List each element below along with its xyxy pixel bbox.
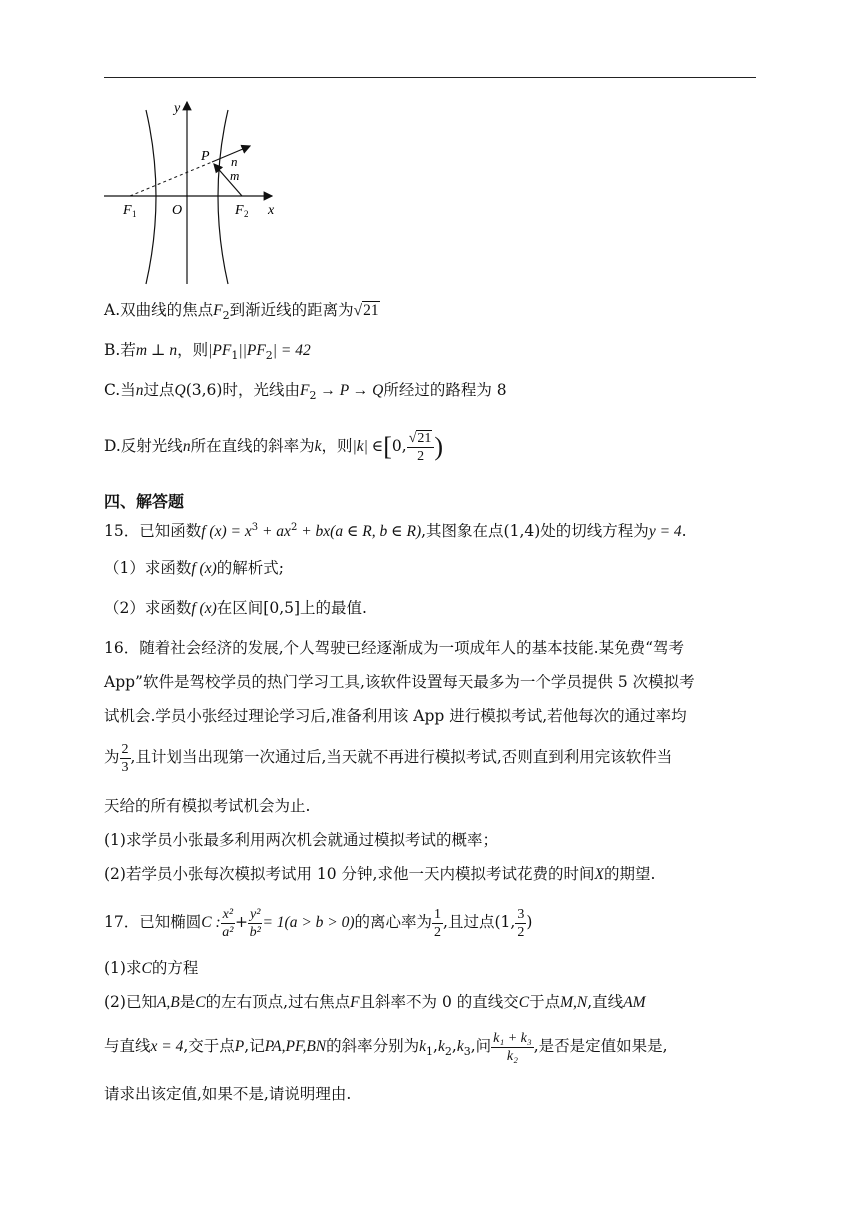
q15-sub2-lead: （2）求函数 bbox=[104, 599, 192, 617]
q17-l2-frac-num: k₁ + k₃ bbox=[493, 1030, 532, 1046]
q17-l2-frac-den: k₂ bbox=[506, 1048, 518, 1064]
q16-line2: App”软件是驾校学员的热门学习工具,该软件设置每天最多为一个学员提供 5 次模拟考 bbox=[104, 673, 695, 691]
label-m: m bbox=[230, 168, 240, 183]
q17-sub2-e: 于点 bbox=[529, 993, 561, 1011]
q17-sub1-c: C bbox=[141, 960, 152, 977]
option-c bbox=[104, 378, 507, 408]
q15-pow2: 2 bbox=[290, 522, 298, 533]
q16-sub2-x: X bbox=[594, 866, 604, 883]
option-a-f: F bbox=[213, 302, 223, 319]
q17-sub2-mn: M,N bbox=[560, 994, 588, 1011]
left-branch bbox=[146, 110, 156, 284]
q15-sub2-interval: [0,5] bbox=[263, 599, 301, 617]
q17-l2-k3s: 3 bbox=[463, 1045, 471, 1059]
label-origin: O bbox=[172, 203, 183, 218]
q17-frac-x-den: a² bbox=[222, 924, 234, 940]
label-x: x bbox=[268, 203, 275, 218]
option-c-sub: 2 bbox=[309, 389, 317, 403]
option-a-mid: 到渐近线的距离为 bbox=[229, 301, 354, 319]
q16-line5: 天给的所有模拟考试机会为止. bbox=[104, 797, 311, 815]
q17-lead: 17．已知椭圆 bbox=[104, 913, 202, 931]
q16-fraction bbox=[120, 741, 131, 776]
q15-sub1-func: f (x) bbox=[191, 560, 217, 577]
option-c-point: (3,6) bbox=[185, 381, 223, 399]
q17-pt-frac bbox=[515, 906, 526, 941]
q17-line1 bbox=[104, 900, 532, 945]
q15-sub2-tail: 上的最值. bbox=[300, 599, 367, 617]
q17-sub2-line3: 请求出该定值,如果不是,请说明理由. bbox=[104, 1085, 352, 1103]
q17-l2-d: 的斜率分别为 bbox=[326, 1037, 420, 1055]
option-c-path: F bbox=[299, 382, 310, 399]
q15-mid: ,其图象在点 bbox=[421, 522, 504, 541]
q17-pt-b: ) bbox=[526, 913, 533, 931]
q16-line4-tail: ,且计划当出现第一次通过后,当天就不再进行模拟考试,否则直到利用完该软件当 bbox=[130, 748, 673, 766]
hyperbola-figure bbox=[100, 96, 290, 288]
q17-frac-y-den: b² bbox=[249, 924, 261, 940]
option-d-bracket-left: [ bbox=[383, 432, 392, 461]
option-c-path2: → P → Q bbox=[316, 382, 384, 399]
option-d-frac-den: 2 bbox=[417, 448, 425, 464]
f1-p-dashed bbox=[130, 162, 212, 196]
q15-line1 bbox=[104, 516, 687, 544]
option-b-s1: 1 bbox=[231, 349, 239, 363]
q15-pow3: 3 bbox=[251, 522, 259, 533]
option-a bbox=[104, 298, 380, 328]
option-d-text: D.反射光线 bbox=[104, 437, 183, 455]
q17-ecc-num: 1 bbox=[434, 906, 442, 922]
option-d-zero: 0, bbox=[391, 437, 407, 455]
q17-frac-x bbox=[221, 906, 235, 941]
q16-sub2 bbox=[104, 862, 655, 887]
q17-sub2-b: 是 bbox=[179, 993, 196, 1011]
q15-end: . bbox=[681, 522, 687, 541]
option-b-cond: m ⊥ n bbox=[135, 342, 178, 359]
option-b-text: B.若 bbox=[104, 341, 136, 359]
option-d-frac-num: √21 bbox=[407, 430, 435, 448]
q17-ecc-text: 的离心率为 bbox=[354, 913, 433, 931]
option-b-then: ，则 bbox=[177, 341, 209, 359]
q16-sub2-tail: 的期望. bbox=[603, 865, 656, 883]
section-title: 四、解答题 bbox=[104, 492, 185, 511]
q17-sub1 bbox=[104, 956, 198, 981]
q17-ecc-den: 2 bbox=[434, 924, 442, 940]
option-d-n: n bbox=[182, 438, 191, 455]
q16-line1: 16．随着社会经济的发展,个人驾驶已经逐渐成为一项成年人的基本技能.某免费“驾考 bbox=[104, 639, 685, 657]
q15-tangent-eq: y = 4 bbox=[648, 523, 682, 541]
q15-term3: + bx(a ∈ R, b ∈ R) bbox=[297, 523, 422, 541]
q17-l2-e: ,问 bbox=[470, 1037, 492, 1055]
option-a-sub: 2 bbox=[222, 309, 230, 323]
option-b-expr3: | = 42 bbox=[272, 342, 311, 359]
option-d-fraction bbox=[407, 430, 435, 465]
q17-sub2-d: 且斜率不为 0 的直线交 bbox=[359, 993, 519, 1011]
q17-frac-y-num: y² bbox=[250, 906, 261, 922]
right-branch bbox=[218, 110, 228, 284]
q17-sub2-a: (2)已知 bbox=[104, 993, 157, 1011]
q16-sub1: (1)求学员小张最多利用两次机会就通过模拟考试的概率； bbox=[104, 831, 498, 849]
option-a-rad: 21 bbox=[363, 302, 379, 319]
q17-sub1-tail: 的方程 bbox=[151, 959, 199, 977]
q17-l2-f: ,是否是定值如果是, bbox=[533, 1037, 668, 1055]
q17-pt-num: 3 bbox=[517, 906, 525, 922]
option-d bbox=[104, 424, 443, 469]
q17-l2-lines: PA,PF,BN bbox=[264, 1038, 327, 1055]
q17-sub2-c: C bbox=[195, 994, 206, 1011]
q17-l2-frac bbox=[491, 1030, 534, 1065]
q16-line3: 试机会.学员小张经过理论学习后,准备利用该 App 进行模拟考试,若他每次的通过率均 bbox=[104, 707, 687, 725]
option-d-mid: 所在直线的斜率为 bbox=[190, 437, 315, 455]
label-f1: F bbox=[123, 203, 132, 218]
q17-sub2-f: F bbox=[350, 994, 360, 1011]
option-a-sqrt: √21 bbox=[353, 302, 379, 319]
q17-sub1-lead: (1)求 bbox=[104, 959, 142, 977]
option-c-text: C.当 bbox=[104, 381, 136, 399]
q15-sub1 bbox=[104, 556, 284, 581]
q17-plus: + bbox=[235, 913, 249, 931]
q17-l2-c: ,记 bbox=[244, 1037, 265, 1055]
label-f2: F bbox=[235, 203, 244, 218]
q17-l2-k3: k bbox=[456, 1038, 464, 1055]
option-c-end: 所经过的路程为 8 bbox=[383, 381, 507, 399]
q17-eq: = 1(a > b > 0) bbox=[262, 914, 355, 931]
q15-point: (1,4) bbox=[503, 522, 541, 541]
q17-ecc-frac bbox=[432, 906, 443, 941]
label-f1-sub: 1 bbox=[132, 209, 137, 219]
q15-sub2 bbox=[104, 596, 367, 621]
option-d-bracket-right: ) bbox=[434, 432, 444, 461]
q17-sub2-c-text: 的左右顶点,过右焦点 bbox=[205, 993, 351, 1011]
q17-sub2-am: AM bbox=[623, 994, 646, 1011]
option-c-q: Q bbox=[174, 382, 186, 399]
option-c-mid2: 时，光线由 bbox=[222, 381, 300, 399]
label-p: P bbox=[201, 149, 210, 164]
q17-sub2-ab: A,B bbox=[156, 994, 180, 1011]
option-d-frac-rad: 21 bbox=[417, 430, 432, 446]
option-b bbox=[104, 338, 311, 368]
q17-l2-k1: k bbox=[419, 1038, 427, 1055]
q17-sub2-line1 bbox=[104, 990, 646, 1015]
q15-sub1-tail: 的解析式; bbox=[216, 559, 284, 577]
q17-through-text: ,且过点 bbox=[443, 913, 495, 931]
option-c-n: n bbox=[135, 382, 144, 399]
q16-sub2-lead: (2)若学员小张每次模拟考试用 10 分钟,求他一天内模拟考试花费的时间 bbox=[104, 865, 595, 883]
q17-l2-x4: x = 4 bbox=[150, 1038, 184, 1055]
q15-term2: + ax bbox=[258, 523, 291, 541]
q17-pt-den: 2 bbox=[517, 924, 525, 940]
q16-line4 bbox=[104, 737, 672, 777]
q17-l2-a: 与直线 bbox=[104, 1037, 151, 1055]
q15-sub1-lead: （1）求函数 bbox=[104, 559, 192, 577]
q17-l2-p: P bbox=[234, 1038, 245, 1055]
label-n: n bbox=[231, 154, 238, 169]
q17-sub2-c2: C bbox=[518, 994, 530, 1011]
q15-tangent-text: 处的切线方程为 bbox=[540, 522, 649, 541]
label-f2-sub: 2 bbox=[244, 209, 249, 219]
q16-frac-num: 2 bbox=[121, 741, 129, 757]
q15-sub2-mid: 在区间 bbox=[216, 599, 264, 617]
q17-l2-b: ,交于点 bbox=[183, 1037, 235, 1055]
option-c-mid1: 过点 bbox=[143, 381, 175, 399]
q17-sub2-f-text: ,直线 bbox=[587, 993, 624, 1011]
q17-frac-x-num: x² bbox=[222, 906, 234, 922]
option-b-expr2: ||PF bbox=[238, 342, 266, 359]
option-b-s2: 2 bbox=[265, 349, 273, 363]
option-b-expr: |PF bbox=[208, 342, 232, 359]
q16-line4-lead: 为 bbox=[104, 748, 120, 766]
q17-l2-k2s: 2 bbox=[444, 1045, 452, 1059]
q16-frac-den: 3 bbox=[121, 759, 129, 775]
label-y: y bbox=[174, 101, 181, 116]
q15-sub2-func: f (x) bbox=[191, 600, 217, 617]
q17-l2-k2: k bbox=[437, 1038, 445, 1055]
option-d-k: k bbox=[314, 438, 322, 455]
q15-func: f (x) = x bbox=[201, 523, 252, 541]
option-d-expr: |k| ∈ bbox=[352, 438, 384, 455]
q17-c: C : bbox=[201, 914, 221, 931]
q17-pt-a: (1, bbox=[494, 913, 516, 931]
q15-lead: 15．已知函数 bbox=[104, 522, 202, 541]
header-rule bbox=[104, 77, 756, 78]
q17-sub2-line2: 与直线x = 4,交于点P,记PA,PF,BN的斜率分别为$k_1,k_2,k_3$,问 $\frac{\text{k₁ + k₃}}{\text{k₂}}$ ,是否是定值如果是, bbox=[104, 1030, 668, 1064]
q17-frac-y bbox=[248, 906, 262, 941]
q17-l2-k1s: 1 bbox=[426, 1045, 434, 1059]
option-d-then: ，则 bbox=[321, 437, 353, 455]
option-a-text: A.双曲线的焦点 bbox=[104, 301, 214, 319]
